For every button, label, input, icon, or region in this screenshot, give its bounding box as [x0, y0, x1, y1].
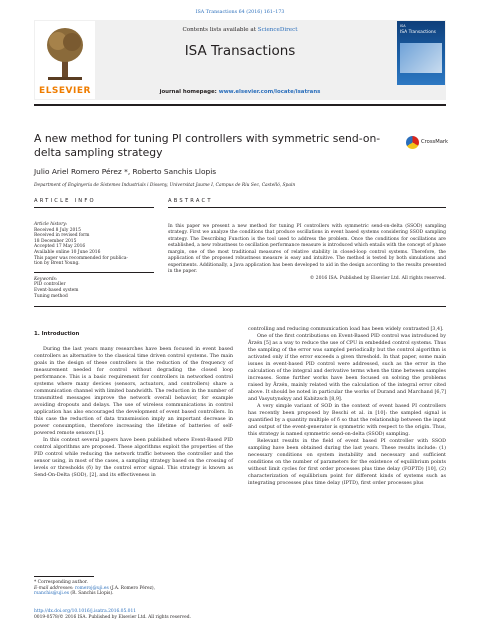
journal-cover-thumbnail[interactable] — [397, 21, 445, 85]
crossmark-icon — [406, 136, 419, 149]
email-owner: (J.A. Romero Pérez), — [108, 585, 155, 591]
email-owner: (R. Sanchis Llopis). — [68, 591, 114, 596]
introduction-heading: 1. Introduction — [34, 331, 80, 337]
crossmark-badge[interactable] — [406, 134, 449, 152]
abstract-body — [168, 224, 446, 282]
cover-head: ISA — [400, 24, 406, 28]
abstract-copyright: © 2016 ISA. Published by Elsevier Ltd. All rights reserved. — [309, 275, 446, 281]
history-line: Available online 10 June 2016 — [34, 249, 101, 255]
contents-line — [95, 27, 385, 33]
header-divider — [34, 104, 446, 106]
article-info-block — [34, 210, 154, 299]
paragraph: Relevant results in the field of event based PI controller with SSOD sampling have been obtained during the last years. These results include: (1) necessary conditions on system instability and necessary and sufficient conditions on the number of parameters for the existence of equilibrium points without limit cycles for first order processes plus time delay (FOPTD) [10], (2) characterization of equilibrium point for different kinds of systems such as integrating processes plus time delay (IPTD), first order processes plus — [248, 438, 446, 486]
doi-link[interactable]: http://dx.doi.org/10.1016/j.isatra.2016.05.011 — [34, 609, 137, 614]
issn-line: 0019-0578/© 2016 ISA. Published by Elsevier Ltd. All rights reserved. — [34, 615, 191, 620]
cover-image — [400, 43, 442, 73]
email-link[interactable]: rsanchis@uji.es — [34, 591, 69, 596]
article-authors: Julio Ariel Romero Pérez *, Roberto Sanchis Llopis — [34, 167, 217, 176]
email-link[interactable]: romeroj@uji.es — [74, 585, 109, 591]
article-info-heading: ARTICLE INFO — [34, 198, 96, 204]
journal-homepage — [95, 89, 385, 95]
keyword: PID controller — [34, 282, 66, 288]
doi-block — [34, 609, 284, 621]
sciencedirect-link[interactable]: ScienceDirect — [257, 27, 298, 33]
paragraph: A very simple variant of SOD in the context of event based PI controllers has recently been proposed by Beschi et al. in [10]: the sampled signal is quantified by a quantity multiple of δ so that the relationship between the input and output of the event-generator is symmetric with respect to the origin. Thus, this strategy is named symmetric send-on-delta (SSOD) sampling. — [248, 403, 446, 437]
email-line — [34, 591, 234, 597]
paragraph: In this context several papers have been published where Event-Based PID control algorithms are proposed. These algorithms exploit the properties of the PID control while reducing the network traffic between the controller and the sensor using, in most of the cases, a sampling strategy based on the crossing of levels or thresholds (δ) by the control error signal. This strategy is known as Send-On-Delta (SOD), [2], and its effectiveness in — [34, 437, 233, 478]
corresponding-author-note: * Corresponding author. — [34, 580, 88, 585]
history-line: 18 December 2015 — [34, 238, 77, 244]
journal-reference[interactable]: ISA Transactions 64 (2016) 161–173 — [195, 10, 285, 15]
footnotes — [34, 580, 234, 597]
paragraph: controlling and reducing communication load has been widely contrasted [3,4]. — [248, 326, 444, 332]
cover-title: ISA Transactions — [400, 30, 436, 35]
history-label: Article history: — [34, 222, 68, 227]
history-line: tion by Brent Young. — [34, 261, 80, 267]
keyword: Event-based system — [34, 287, 79, 293]
abstract-text: In this paper we present a new method for tuning PI controllers with symmetric send-on-delta (SSOD) sampling strategy. First we analyze the conditions that produce oscillations in event based systems considering SSOD sampling strategy. The Describing Function is the tool used to address the problem. Once the conditions for oscillations are established, a new robustness to oscillation performance measure is introduced which entails with the concept of phase margin, one of the most traditional measures of relative stability in closed-loop control systems. Therefore, the application of the proposed robustness measure is easy and intuitive. The method is tested by both simulations and experiments. Additionally, a Java application has been developed to aid in the design according to the results presented in the paper. — [168, 224, 446, 275]
paragraph: One of the first contributions on Event-Based PID control was introduced by Årzén [5] as a way to reduce the use of CPU in embedded control systems. Thus the sampling of the error was sampled periodically but the control algorithm is activated only if the error exceeds a given threshold. In that paper, some main issues in event-based PID control were addressed, such as the error in the calculation of the integral and derivative terms when the time between samples increases. Some further works have been focused on solving the problems raised by Årzén, mainly related with the calculation of the integral error cited above. It should be noted in particular the works of Durand and Marchand [6,7] and Vasyutynskyy and Kabitzsch [8,9]. — [248, 333, 446, 402]
keywords-rule — [34, 267, 154, 273]
author-affiliation: Department of Enginyeria de Sistemes Industrials i Disseny, Universitat Jaume I, Campus de Riu Sec, Castelló, Spain — [34, 183, 296, 188]
left-column — [34, 346, 233, 479]
paragraph: During the last years many researches have been focused in event based controllers as alternative to the classical time driven control systems. The main goals in the design of these controllers is the reduction of the frequency of measurement needed for control without degrading the closed loop performance. This is a basic requirement for controllers in networked control systems where many devices (sensors, actuators, and controllers) share a communication channel with limited bandwidth. The reduction in the number of transmitted messages improve the network overall behavior, for example avoiding dropouts and delays. The use of wireless communications in control application has also encouraged the development of event based controllers. In this case the reduction of data transmission imply an important decrease in power consumption, therefore increasing the lifetime of batteries of self-powered remote sensors [1]. — [34, 346, 233, 436]
article-info-rule — [34, 207, 154, 208]
homepage-prefix: journal homepage: — [159, 89, 219, 95]
contents-prefix: Contents lists available at — [182, 27, 258, 33]
article-title: A new method for tuning PI controllers with symmetric send-on-delta sampling strategy — [34, 132, 381, 159]
homepage-link[interactable]: www.elsevier.com/locate/isatrans — [218, 89, 321, 95]
right-column — [248, 326, 446, 487]
abstract-heading: ABSTRACT — [168, 198, 213, 204]
elsevier-tree-icon — [44, 25, 86, 83]
keyword: Tuning method — [34, 293, 68, 299]
elsevier-wordmark: ELSEVIER — [39, 86, 91, 96]
history-line: Received 8 July 2015 — [34, 227, 81, 233]
elsevier-logo — [35, 21, 95, 99]
footnote-rule — [34, 576, 94, 577]
history-line: Accepted 17 May 2016 — [34, 244, 86, 250]
history-line: This paper was recommended for publica- — [34, 255, 128, 261]
journal-title: ISA Transactions — [184, 43, 296, 59]
keywords-label: Keywords: — [34, 276, 58, 282]
abstract-rule-bottom — [34, 306, 446, 307]
history-line: Received in revised form — [34, 233, 90, 239]
crossmark-label: CrossMark — [421, 139, 449, 145]
email-label: E-mail addresses: — [34, 585, 75, 591]
abstract-rule-top — [168, 207, 446, 208]
